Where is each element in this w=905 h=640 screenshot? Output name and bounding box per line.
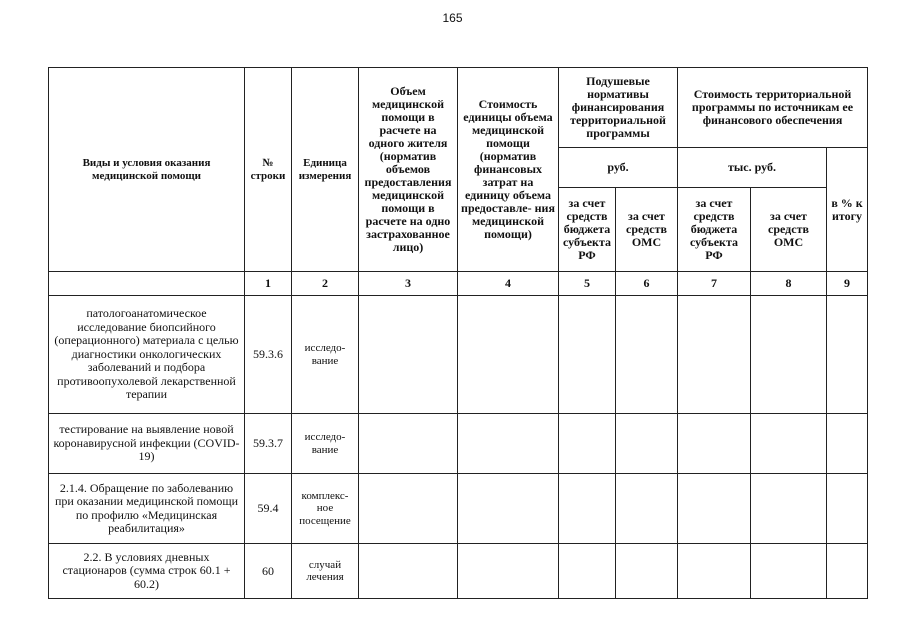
- financing-table: [48, 67, 868, 599]
- empty-cell: [678, 296, 751, 414]
- row-unit: исследо- вание: [292, 414, 359, 474]
- empty-cell: [559, 414, 616, 474]
- column-numbers-row: [49, 272, 868, 296]
- empty-cell: [359, 296, 458, 414]
- row-label: тестирование на выявление новой коронавирусной инфекции (COVID-19): [49, 414, 245, 474]
- header-budget-rf: за счет средств бюджета субъекта РФ: [559, 188, 616, 272]
- empty-cell: [616, 474, 678, 544]
- empty-cell: [458, 296, 559, 414]
- column-number: 4: [458, 272, 559, 296]
- header-unit-cost: Стоимость единицы объема медицинской помощи (норматив финансовых затрат на единицу объема предоставле- ния медицинской помощи): [458, 68, 559, 272]
- empty-cell: [458, 544, 559, 599]
- table-row: [49, 296, 868, 414]
- row-unit: случай лечения: [292, 544, 359, 599]
- header-volume: Объем медицинской помощи в расчете на одного жителя (норматив объемов предоставления медицинской помощи в расчете на одно застрахованное лицо): [359, 68, 458, 272]
- header-oms: за счет средств ОМС: [616, 188, 678, 272]
- header-row-1: [49, 68, 868, 148]
- empty-cell: [359, 474, 458, 544]
- column-number: 7: [678, 272, 751, 296]
- header-thous-rub: тыс. руб.: [678, 148, 827, 188]
- header-type: Виды и условия оказания медицинской помощи: [49, 68, 245, 272]
- header-budget-rf-2: за счет средств бюджета субъекта РФ: [678, 188, 751, 272]
- empty-cell: [827, 296, 868, 414]
- empty-cell: [559, 474, 616, 544]
- empty-cell: [751, 544, 827, 599]
- header-percent: в % к итогу: [827, 148, 868, 272]
- column-number: 5: [559, 272, 616, 296]
- row-label: 2.1.4. Обращение по заболеванию при оказании медицинской помощи по профилю «Медицинская реабилитация»: [49, 474, 245, 544]
- table-row: [49, 544, 868, 599]
- row-unit: комплекс- ное посещение: [292, 474, 359, 544]
- column-number: 9: [827, 272, 868, 296]
- row-number: 59.3.6: [245, 296, 292, 414]
- row-number: 59.3.7: [245, 414, 292, 474]
- column-number: 6: [616, 272, 678, 296]
- header-rub: руб.: [559, 148, 678, 188]
- empty-cell: [678, 414, 751, 474]
- empty-cell: [827, 474, 868, 544]
- row-label: 2.2. В условиях дневных стационаров (сумма строк 60.1 + 60.2): [49, 544, 245, 599]
- empty-cell: [827, 544, 868, 599]
- header-per-capita: Подушевые нормативы финансирования территориальной программы: [559, 68, 678, 148]
- empty-cell: [559, 544, 616, 599]
- empty-cell: [678, 474, 751, 544]
- empty-cell: [559, 296, 616, 414]
- empty-cell: [616, 544, 678, 599]
- column-number: 3: [359, 272, 458, 296]
- table-row: [49, 414, 868, 474]
- row-label: патологоанатомическое исследование биопсийного (операционного) материала с целью диагностики онкологических заболеваний и подбора противоопухолевой лекарственной терапии: [49, 296, 245, 414]
- empty-cell: [751, 296, 827, 414]
- empty-cell: [458, 474, 559, 544]
- empty-cell: [616, 414, 678, 474]
- header-unit: Единица измерения: [292, 68, 359, 272]
- row-number: 60: [245, 544, 292, 599]
- header-row-number: № строки: [245, 68, 292, 272]
- empty-cell: [359, 544, 458, 599]
- column-number: 8: [751, 272, 827, 296]
- column-number: 1: [245, 272, 292, 296]
- empty-cell: [827, 414, 868, 474]
- empty-cell: [458, 414, 559, 474]
- page-number: 165: [442, 11, 463, 25]
- column-number-blank: [49, 272, 245, 296]
- empty-cell: [751, 474, 827, 544]
- column-number: 2: [292, 272, 359, 296]
- empty-cell: [751, 414, 827, 474]
- empty-cell: [678, 544, 751, 599]
- row-unit: исследо- вание: [292, 296, 359, 414]
- table-row: [49, 474, 868, 544]
- empty-cell: [616, 296, 678, 414]
- row-number: 59.4: [245, 474, 292, 544]
- header-territorial-cost: Стоимость территориальной программы по источникам ее финансового обеспечения: [678, 68, 868, 148]
- header-oms-2: за счет средств ОМС: [751, 188, 827, 272]
- empty-cell: [359, 414, 458, 474]
